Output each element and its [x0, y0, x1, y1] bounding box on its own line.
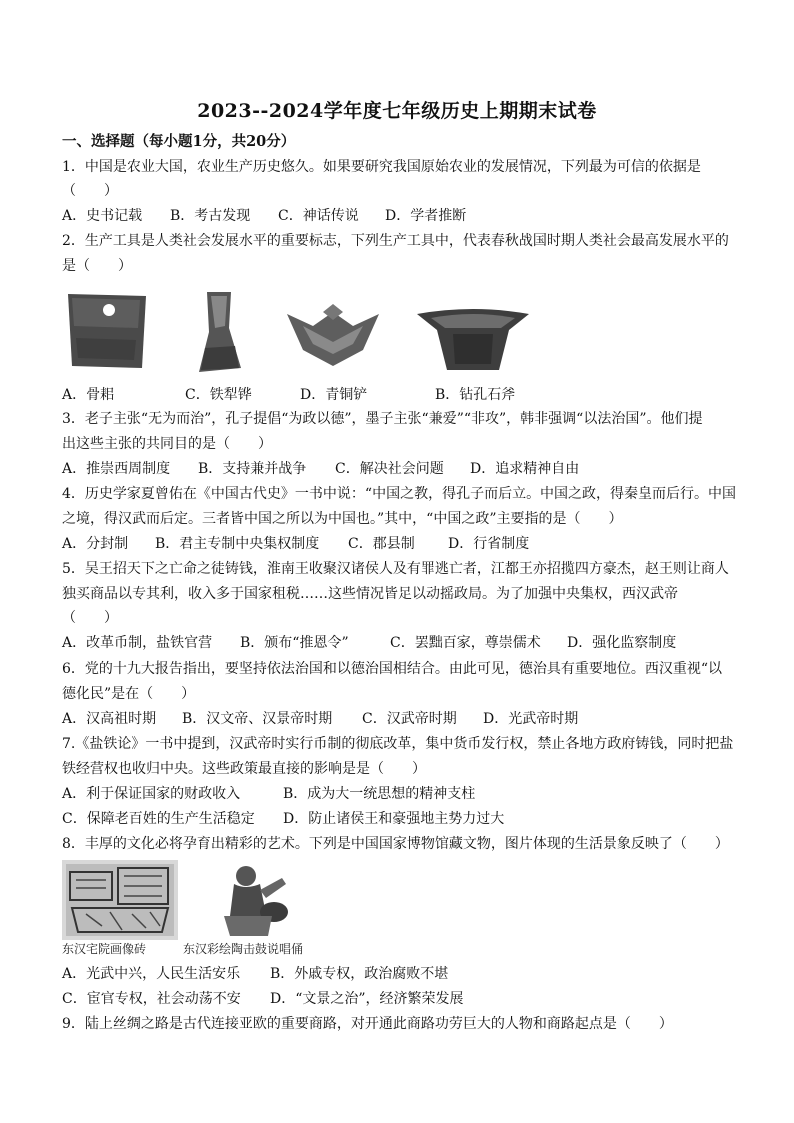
storyteller-figurine-image	[210, 860, 300, 940]
q8-option-a: A．光武中兴，人民生活安乐	[62, 966, 241, 982]
q4-option-c: C．郡县制	[348, 536, 415, 552]
q4-option-b: B．君主专制中央集权制度	[155, 536, 320, 552]
q4-option-a: A．分封制	[62, 536, 129, 552]
q3-option-b: B．支持兼并战争	[198, 461, 307, 477]
q1-option-d: D．学者推断	[385, 208, 467, 224]
q3-stem-cont: 出这些主张的共同目的是（ ）	[62, 436, 272, 452]
q5-stem: 5．吴王招天下之亡命之徒铸钱，淮南王收聚汉诸侯人及有罪逃亡者，江都王亦招揽四方豪杰，赵王则让商人	[62, 561, 729, 577]
q5-option-b: B．颁布“推恩令”	[240, 635, 349, 651]
q2-option-c: C．铁犁铧	[185, 387, 252, 403]
q7-option-b: B．成为大一统思想的精神支柱	[283, 786, 476, 802]
q3-stem: 3．老子主张“无为而治”，孔子提倡“为政以德”，墨子主张“兼爱”“非攻”，韩非强调“以法治国”。他们提	[62, 411, 703, 427]
bronze-shovel-image	[283, 296, 383, 372]
q2-option-a: A．骨耜	[62, 387, 115, 403]
section-heading: 一、选择题（每小题1分，共20分）	[62, 133, 296, 150]
q1-option-b: B．考古发现	[170, 208, 251, 224]
brick-relief-caption: 东汉宅院画像砖	[62, 942, 147, 956]
q4-option-d: D．行省制度	[448, 536, 530, 552]
q2-stem: 2．生产工具是人类社会发展水平的重要标志，下列生产工具中，代表春秋战国时期人类社会最高发展水平的	[62, 233, 729, 249]
q9-stem: 9．陆上丝绸之路是古代连接亚欧的重要商路，对开通此商路功劳巨大的人物和商路起点是（ ）	[62, 1016, 673, 1032]
q2-option-b: B．钻孔石斧	[435, 387, 516, 403]
storyteller-figurine-caption: 东汉彩绘陶击鼓说唱俑	[183, 942, 304, 956]
exam-title: 2023--2024学年度七年级历史上期期末试卷	[197, 100, 597, 122]
q7-option-c: C．保障老百姓的生产生活稳定	[62, 811, 255, 827]
q5-option-c: C．罢黜百家，尊崇儒术	[390, 635, 541, 651]
q7-stem: 7.《盐铁论》一书中提到，汉武帝时实行币制的彻底改革，集中货币发行权，禁止各地方政府铸钱，同时把盐	[62, 736, 734, 752]
q5-option-d: D．强化监察制度	[567, 635, 677, 651]
stone-axe-image	[413, 304, 533, 376]
q6-stem-cont: 德化民”是在（ ）	[62, 686, 196, 702]
q8-option-c: C．宦官专权，社会动荡不安	[62, 991, 241, 1007]
q1-stem-cont: （ ）	[62, 183, 118, 199]
q6-option-d: D．光武帝时期	[483, 711, 579, 727]
q8-option-d: D．“文景之治”，经济繁荣发展	[270, 991, 464, 1007]
q7-stem-cont: 铁经营权也收归中央。这些政策最直接的影响是是（ ）	[62, 761, 426, 777]
q8-option-b: B．外戚专权，政治腐败不堪	[270, 966, 449, 982]
q3-option-c: C．解决社会问题	[335, 461, 444, 477]
q7-option-d: D．防止诸侯王和豪强地主势力过大	[283, 811, 505, 827]
q1-option-a: A．史书记载	[62, 208, 143, 224]
q7-option-a: A．利于保证国家的财政收入	[62, 786, 241, 802]
q5-stem-cont: 独买商品以专其利，收入多于国家租税……这些情况皆足以动摇政局。为了加强中央集权，西汉武帝	[62, 586, 678, 602]
q2-stem-cont: 是（ ）	[62, 258, 132, 274]
q1-option-c: C．神话传说	[278, 208, 359, 224]
q5-option-a: A．改革币制，盐铁官营	[62, 635, 213, 651]
q4-stem-cont: 之境，得汉武而后定。三者皆中国之所以为中国也。”其中，“中国之政”主要指的是（ ）	[62, 511, 623, 527]
brick-relief-image	[62, 860, 178, 940]
q6-option-c: C．汉武帝时期	[362, 711, 457, 727]
q3-option-d: D．追求精神自由	[470, 461, 580, 477]
q6-stem: 6．党的十九大报告指出，要坚持依法治国和以德治国相结合。由此可见，德治具有重要地位。西汉重视“以	[62, 661, 723, 677]
q1-stem: 1．中国是农业大国，农业生产历史悠久。如果要研究我国原始农业的发展情况，下列最为可信的依据是	[62, 159, 701, 175]
q8-stem: 8．丰厚的文化必将孕育出精彩的艺术。下列是中国国家博物馆藏文物，图片体现的生活景象反映了（ ）	[62, 836, 729, 852]
iron-plough-image	[185, 288, 255, 378]
q5-stem-cont2: （ ）	[62, 610, 118, 626]
q3-option-a: A．推崇西周制度	[62, 461, 171, 477]
bone-spade-image	[62, 288, 152, 372]
q4-stem: 4．历史学家夏曾佑在《中国古代史》一书中说：“中国之教，得孔子而后立。中国之政，得秦皇而后行。中国	[62, 486, 737, 502]
q6-option-b: B．汉文帝、汉景帝时期	[182, 711, 333, 727]
q6-option-a: A．汉高祖时期	[62, 711, 157, 727]
q2-option-d: D．青铜铲	[300, 387, 368, 403]
